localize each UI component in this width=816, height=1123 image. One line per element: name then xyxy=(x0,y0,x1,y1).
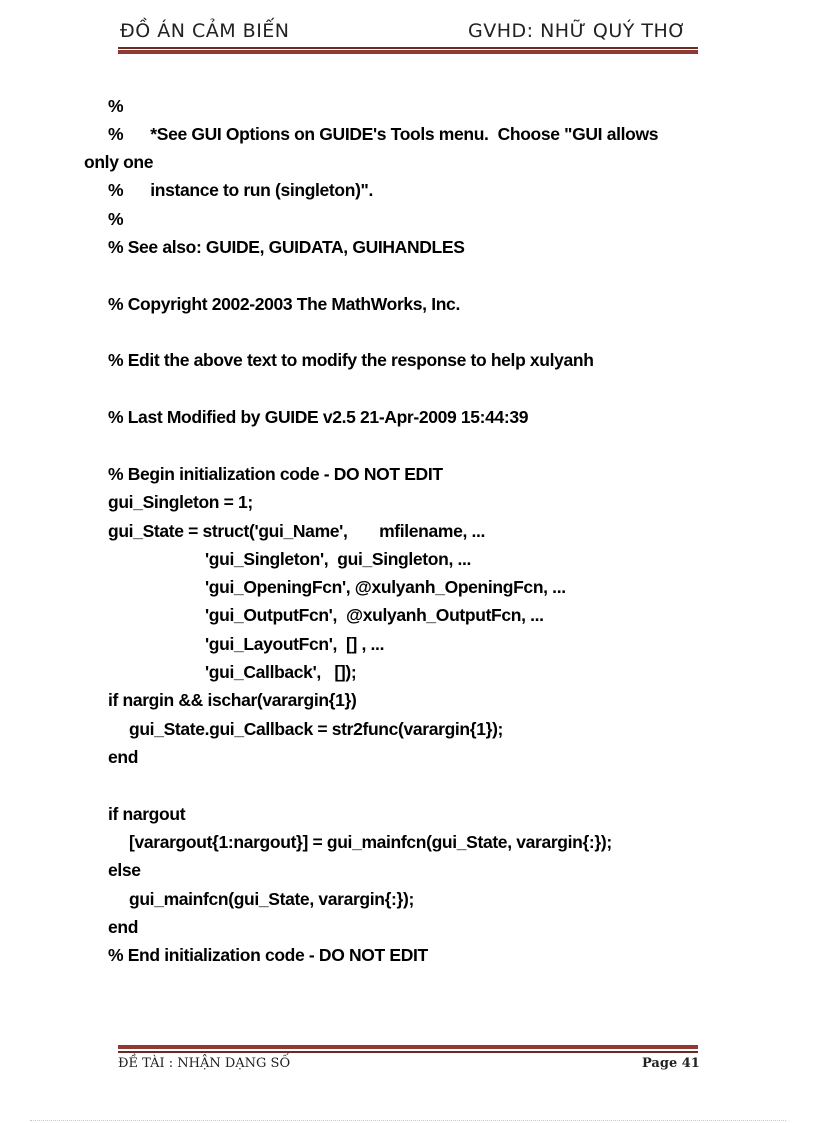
code-line: end xyxy=(108,747,139,767)
footer-rule-thick xyxy=(118,1045,698,1049)
code-line: % End initialization code - DO NOT EDIT xyxy=(108,945,428,965)
code-line: end xyxy=(108,917,139,937)
code-line: % instance to run (singleton)". xyxy=(108,180,374,200)
header-title: ĐỒ ÁN CẢM BIẾN xyxy=(120,20,290,42)
code-line: % xyxy=(108,209,124,229)
code-line: 'gui_OutputFcn', @xulyanh_OutputFcn, ... xyxy=(205,605,544,625)
footer-topic: ĐỀ TÀI : NHẬN DẠNG SỐ xyxy=(118,1056,291,1071)
code-line: % See also: GUIDE, GUIDATA, GUIHANDLES xyxy=(108,237,465,257)
footer-rule-thin xyxy=(118,1051,698,1053)
page-number: Page 41 xyxy=(642,1056,700,1071)
code-line: 'gui_LayoutFcn', [] , ... xyxy=(205,634,385,654)
code-line: 'gui_OpeningFcn', @xulyanh_OpeningFcn, ... xyxy=(205,577,566,597)
code-line: 'gui_Singleton', gui_Singleton, ... xyxy=(205,549,471,569)
page-edge-divider xyxy=(30,1120,786,1121)
code-line: if nargin && ischar(varargin{1}) xyxy=(108,690,357,710)
code-line: % *See GUI Options on GUIDE's Tools menu. Choose "GUI allows xyxy=(108,124,659,144)
code-line: % Last Modified by GUIDE v2.5 21-Apr-2009 15:44:39 xyxy=(108,407,529,427)
code-line: gui_Singleton = 1; xyxy=(108,492,253,512)
code-line: [varargout{1:nargout}] = gui_mainfcn(gui_State, varargin{:}); xyxy=(129,832,612,852)
code-line: % Edit the above text to modify the response to help xulyanh xyxy=(108,350,594,370)
code-line: % Copyright 2002-2003 The MathWorks, Inc. xyxy=(108,294,460,314)
code-line: if nargout xyxy=(108,804,186,824)
code-line: % Begin initialization code - DO NOT EDIT xyxy=(108,464,443,484)
code-line: 'gui_Callback', []); xyxy=(205,662,357,682)
code-line: gui_mainfcn(gui_State, varargin{:}); xyxy=(129,889,414,909)
header-advisor: GVHD: NHỮ QUÝ THƠ xyxy=(468,20,687,42)
code-line: else xyxy=(108,860,141,880)
code-line: gui_State = struct('gui_Name', mfilename, ... xyxy=(108,521,486,541)
code-line: % xyxy=(108,96,124,116)
header-rule-thin xyxy=(118,47,698,49)
header-rule-thick xyxy=(118,50,698,54)
code-line: only one xyxy=(84,152,154,172)
code-line: gui_State.gui_Callback = str2func(varargin{1}); xyxy=(129,719,504,739)
